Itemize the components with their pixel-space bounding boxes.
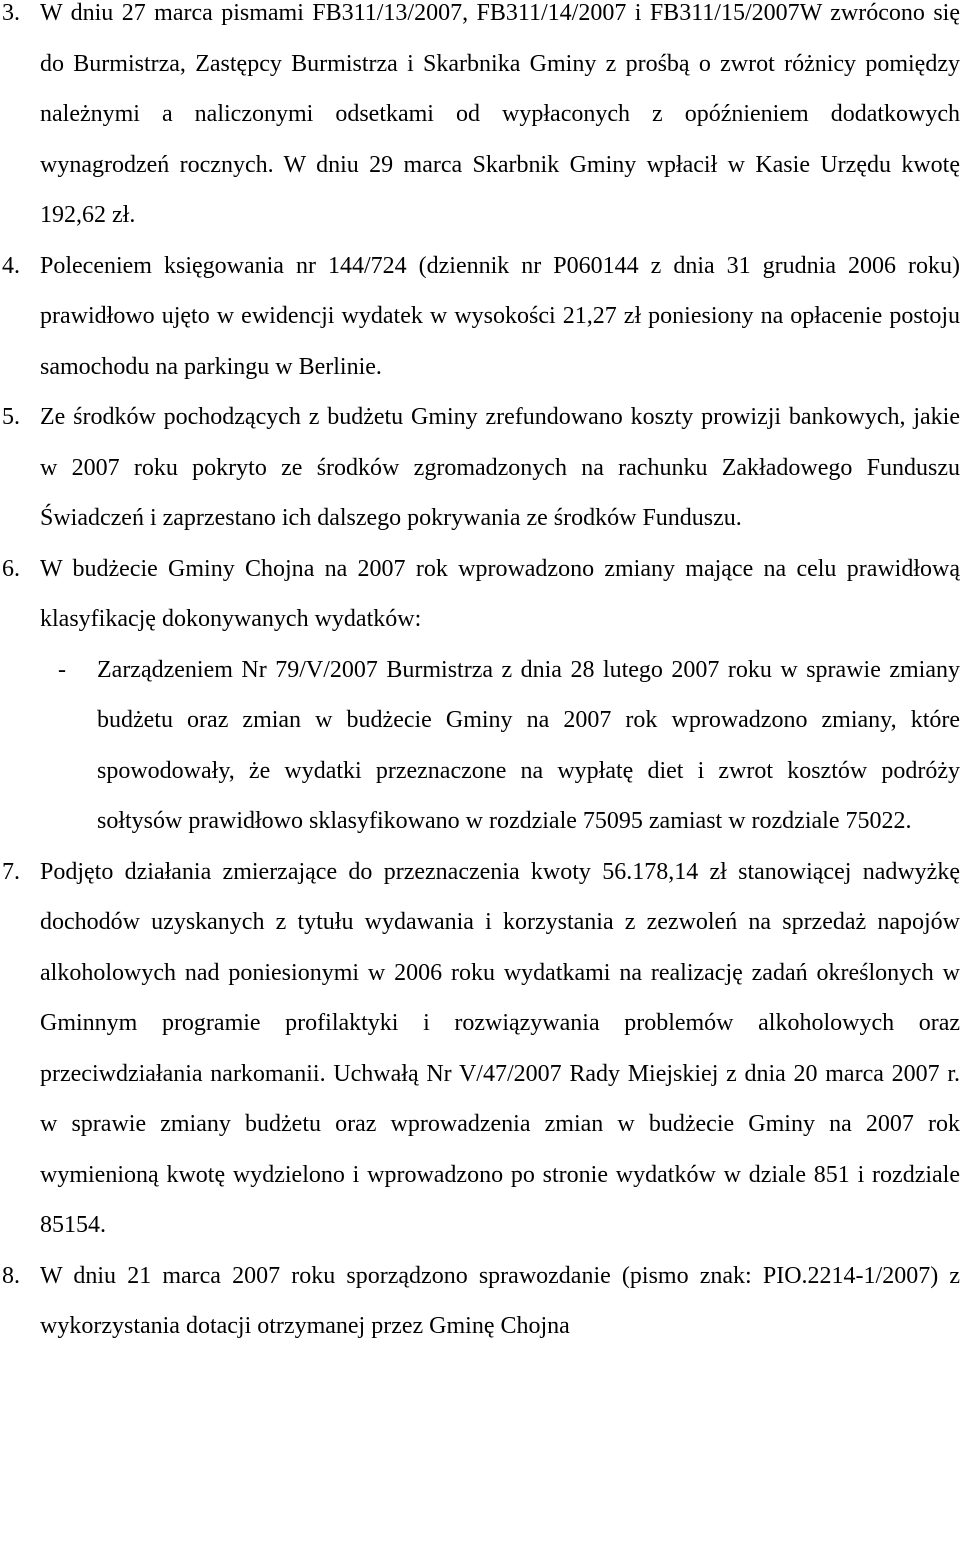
list-item-5 xyxy=(0,392,960,544)
item-number: 7. xyxy=(2,858,20,885)
item-text: W dniu 21 marca 2007 roku sporządzono sprawozdanie (pismo znak: PIO.2214-1/2007) z wykorzystania dotacji otrzymanej przez Gminę Chojna xyxy=(40,1262,960,1339)
item-text: W budżecie Gminy Chojna na 2007 rok wprowadzono zmiany mające na celu prawidłową klasyfikację dokonywanych wydatków: xyxy=(40,555,960,632)
list-item-3 xyxy=(0,0,960,241)
list-item-4 xyxy=(0,241,960,393)
item-number: 8. xyxy=(2,1262,20,1289)
item-number: 5. xyxy=(2,404,20,430)
item-number: 4. xyxy=(2,252,20,279)
item-number: 6. xyxy=(2,555,20,582)
list-item-6 xyxy=(0,544,960,847)
item-text: W dniu 27 marca pismami FB311/13/2007, FB311/14/2007 i FB311/15/2007W zwrócono się do Burmistrza, Zastępcy Burmistrza i Skarbnika Gminy z prośbą o zwrot różnicy pomiędzy należnymi a naliczonymi odsetkami od wypłaconych z opóźnieniem dodatkowych wynagrodzeń rocznych. W dniu 29 marca Skarbnik Gminy wpłacił w Kasie Urzędu kwotę 192,62 zł. xyxy=(40,0,960,228)
list-item-8 xyxy=(0,1251,960,1352)
list-item-7 xyxy=(0,847,960,1251)
sub-item-text: Zarządzeniem Nr 79/V/2007 Burmistrza z dnia 28 lutego 2007 roku w sprawie zmiany budżetu oraz zmian w budżecie Gminy na 2007 rok wprowadzono zmiany, które spowodowały, że wydatki przeznaczone na wypłatę diet i zwrot kosztów podróży sołtysów prawidłowo sklasyfikowano w rozdziale 75095 zamiast w rozdziale 75022. xyxy=(97,656,960,834)
item-number: 3. xyxy=(2,0,20,26)
item-text: Ze środków pochodzących z budżetu Gminy zrefundowano koszty prowizji bankowych, jakie w 2007 roku pokryto ze środków zgromadzonych na rachunku Zakładowego Funduszu Świadczeń i zaprzestano ich dalszego pokrywania ze środków Funduszu. xyxy=(40,404,960,531)
item-text: Podjęto działania zmierzające do przeznaczenia kwoty 56.178,14 zł stanowiącej nadwyżkę dochodów uzyskanych z tytułu wydawania i korzystania z zezwoleń na sprzedaż napojów alkoholowych nad poniesionymi w 2006 roku wydatkami na realizację zadań określonych w Gminnym programie profilaktyki i rozwiązywania problemów alkoholowych oraz przeciwdziałania narkomanii. Uchwałą Nr V/47/2007 Rady Miejskiej z dnia 20 marca 2007 r. w sprawie zmiany budżetu oraz wprowadzenia zmian w budżecie Gminy na 2007 rok wymienioną kwotę wydzielono i wprowadzono po stronie wydatków w dziale 851 i rozdziale 85154. xyxy=(40,858,960,1238)
dash-bullet: - xyxy=(58,656,66,683)
sub-list-item xyxy=(40,645,960,847)
item-text: Poleceniem księgowania nr 144/724 (dziennik nr P060144 z dnia 31 grudnia 2006 roku) prawidłowo ujęto w ewidencji wydatek w wysokości 21,27 zł poniesiony na opłacenie postoju samochodu na parkingu w Berlinie. xyxy=(40,252,960,380)
